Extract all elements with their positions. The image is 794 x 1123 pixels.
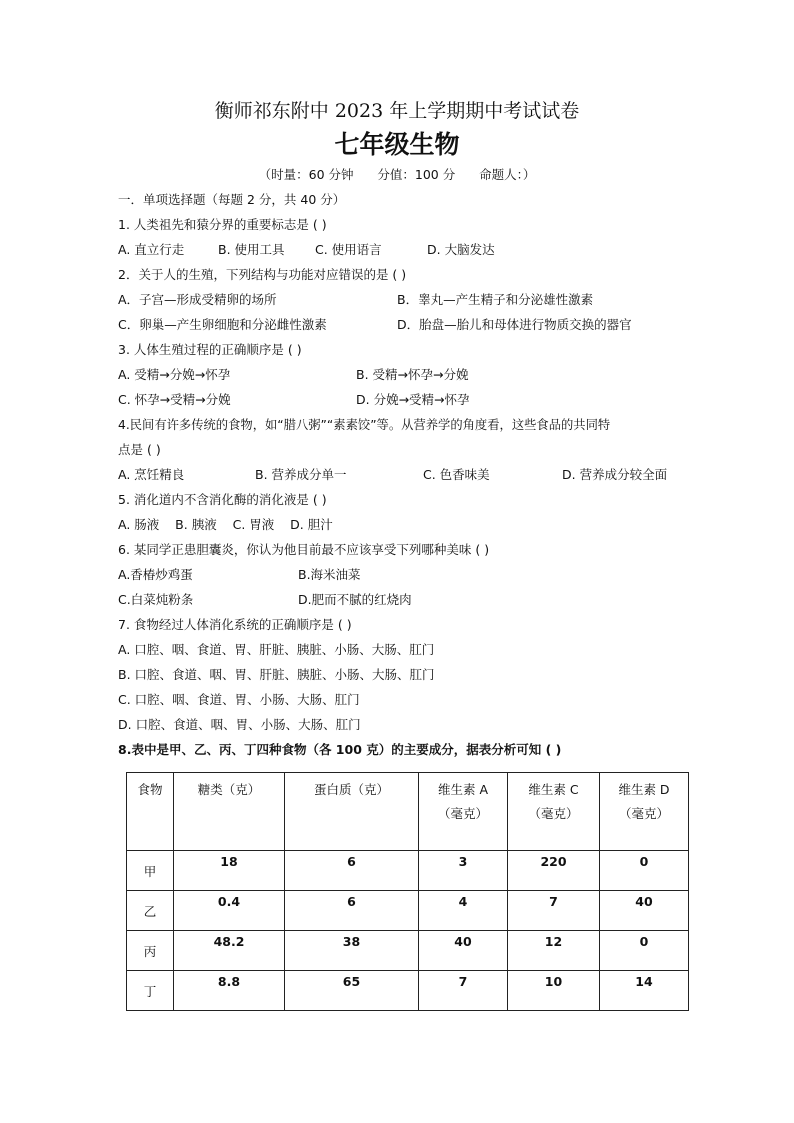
q2-option-d: D．胎盘—胎儿和母体进行物质交换的器官 — [397, 317, 632, 332]
question-6-stem: 6. 某同学正患胆囊炎，你认为他目前最不应该享受下列哪种美味 ( ) — [118, 542, 490, 557]
question-3-stem: 3. 人体生殖过程的正确顺序是 ( ) — [118, 342, 302, 357]
q3-option-b: B. 受精→怀孕→分娩 — [356, 367, 469, 382]
cell-value: 14 — [600, 971, 689, 1011]
table-header-row — [127, 773, 689, 851]
q6-option-d: D.肥而不腻的红烧肉 — [298, 592, 412, 607]
header-vitamin-c: 维生素 C （毫克） — [508, 773, 600, 851]
q6-option-a: A.香椿炒鸡蛋 — [118, 567, 193, 582]
cell-value: 8.8 — [174, 971, 285, 1011]
table-row — [127, 931, 689, 971]
cell-value: 6 — [285, 891, 419, 931]
cell-value: 3 — [419, 851, 508, 891]
header-vitamin-d: 维生素 D （毫克） — [600, 773, 689, 851]
q2-option-b: B．睾丸—产生精子和分泌雄性激素 — [397, 292, 594, 307]
question-7-stem: 7. 食物经过人体消化系统的正确顺序是 ( ) — [118, 617, 352, 632]
q6-option-b: B.海米油菜 — [298, 567, 361, 582]
table-row — [127, 971, 689, 1011]
cell-value: 18 — [174, 851, 285, 891]
q1-option-b: B. 使用工具 — [218, 242, 285, 257]
header-vitamin-a: 维生素 A （毫克） — [419, 773, 508, 851]
q3-option-c: C. 怀孕→受精→分娩 — [118, 392, 231, 407]
q7-option-a: A. 口腔、咽、食道、胃、肝脏、胰脏、小肠、大肠、肛门 — [118, 642, 435, 657]
question-4-stem-line1: 4.民间有许多传统的食物，如“腊八粥”“素素饺”等。从营养学的角度看，这些食品的共同特 — [118, 418, 611, 432]
cell-value: 38 — [285, 931, 419, 971]
question-1-stem: 1. 人类祖先和猿分界的重要标志是 ( ) — [118, 217, 327, 232]
cell-food: 甲 — [127, 851, 174, 891]
q4-option-b: B. 营养成分单一 — [255, 467, 347, 482]
question-5-stem: 5. 消化道内不含消化酶的消化液是 ( ) — [118, 492, 327, 507]
cell-value: 7 — [419, 971, 508, 1011]
header-protein: 蛋白质（克） — [285, 773, 419, 851]
q6-option-c: C.白菜炖粉条 — [118, 592, 194, 607]
cell-value: 0.4 — [174, 891, 285, 931]
cell-value: 40 — [600, 891, 689, 931]
q7-option-b: B. 口腔、食道、咽、胃、肝脏、胰脏、小肠、大肠、肛门 — [118, 667, 435, 682]
q4-option-c: C. 色香味美 — [423, 467, 490, 482]
q7-option-d: D. 口腔、食道、咽、胃、小肠、大肠、肛门 — [118, 717, 361, 732]
q7-option-c: C. 口腔、咽、食道、胃、小肠、大肠、肛门 — [118, 692, 360, 707]
table-row — [127, 891, 689, 931]
question-4-stem-line2: 点是 ( ) — [118, 442, 161, 457]
exam-info: （时量：60 分钟 分值：100 分 命题人：） — [258, 167, 536, 182]
q3-option-a: A. 受精→分娩→怀孕 — [118, 367, 231, 382]
cell-value: 0 — [600, 851, 689, 891]
cell-value: 40 — [419, 931, 508, 971]
q3-option-d: D. 分娩→受精→怀孕 — [356, 392, 470, 407]
question-8-stem: 8.表中是甲、乙、丙、丁四种食物（各 100 克）的主要成分，据表分析可知 ( ) — [118, 742, 562, 757]
cell-value: 0 — [600, 931, 689, 971]
q2-option-a: A．子宫—形成受精卵的场所 — [118, 292, 277, 307]
question-2-stem: 2．关于人的生殖，下列结构与功能对应错误的是 ( ) — [118, 267, 407, 282]
q4-option-d: D. 营养成分较全面 — [562, 467, 668, 482]
header-sugar: 糖类（克） — [174, 773, 285, 851]
q1-option-a: A. 直立行走 — [118, 242, 185, 257]
cell-value: 12 — [508, 931, 600, 971]
cell-value: 7 — [508, 891, 600, 931]
cell-value: 4 — [419, 891, 508, 931]
q1-option-d: D. 大脑发达 — [427, 242, 495, 257]
nutrition-table — [126, 772, 689, 1011]
section-heading: 一．单项选择题（每题 2 分，共 40 分） — [118, 192, 346, 207]
subject-title: 七年级生物 — [334, 130, 460, 159]
table-row — [127, 851, 689, 891]
q2-option-c: C．卵巢—产生卵细胞和分泌雌性激素 — [118, 317, 327, 332]
cell-food: 丙 — [127, 931, 174, 971]
school-title: 衡师祁东附中 2023 年上学期期中考试试卷 — [214, 100, 580, 122]
cell-food: 乙 — [127, 891, 174, 931]
q5-options: A. 肠液 B. 胰液 C. 胃液 D. 胆汁 — [118, 517, 333, 532]
cell-food: 丁 — [127, 971, 174, 1011]
cell-value: 48.2 — [174, 931, 285, 971]
q4-option-a: A. 烹饪精良 — [118, 467, 185, 482]
cell-value: 65 — [285, 971, 419, 1011]
q1-option-c: C. 使用语言 — [315, 242, 382, 257]
cell-value: 220 — [508, 851, 600, 891]
header-food: 食物 — [127, 773, 174, 851]
cell-value: 10 — [508, 971, 600, 1011]
cell-value: 6 — [285, 851, 419, 891]
